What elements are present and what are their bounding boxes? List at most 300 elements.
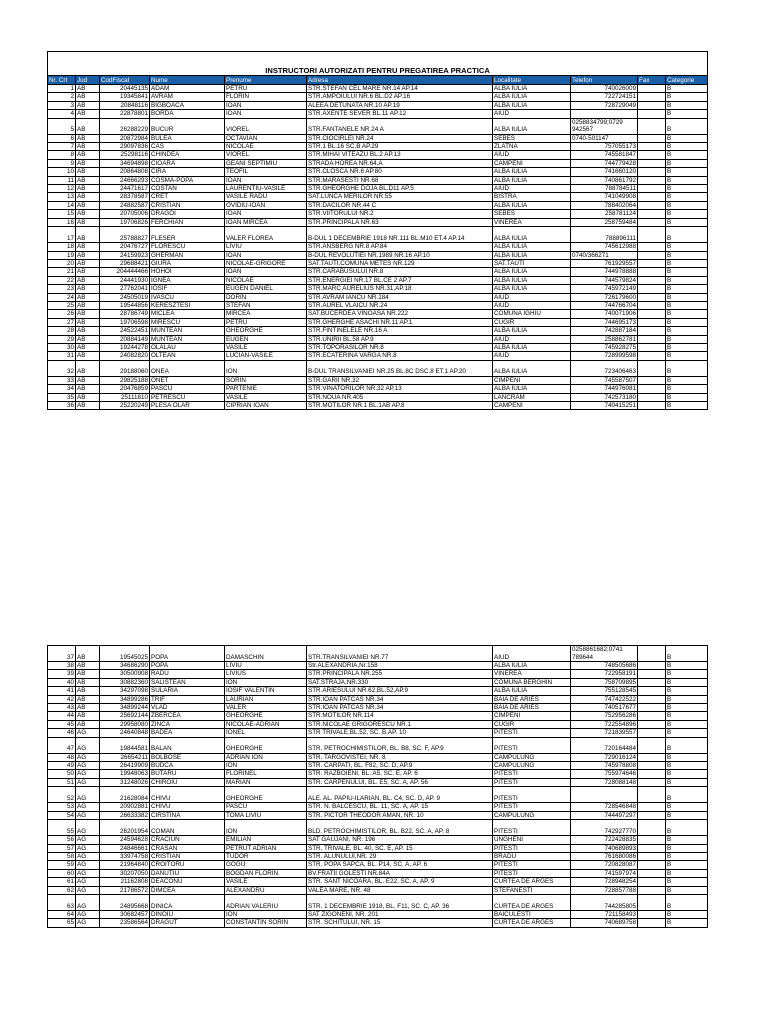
cell-prenume: NICOLAE-GRIGORE xyxy=(225,259,307,267)
cell-nume: FERCHIAN xyxy=(150,218,225,226)
cell-telefon: 723406463 xyxy=(571,360,638,376)
table-row xyxy=(48,335,708,343)
cell-prenume: STEFAN xyxy=(225,301,307,309)
cell-adresa: STR.MOTILOR NR.1 BL.1AB AP.8 xyxy=(307,402,493,410)
cell-localitate: CIMPENI xyxy=(493,376,571,384)
cell-adresa: SAT GAUJANI, NR. 196 xyxy=(307,836,493,844)
cell-telefon: 740689758 xyxy=(571,919,638,927)
cell-telefon: 729016124 xyxy=(571,753,638,761)
cell-cod-fiscal: 27762041 xyxy=(100,285,150,293)
cell-nume: SULARIA xyxy=(150,687,225,695)
cell-adresa: STR.IOAN PATCAS NR.34 xyxy=(307,704,493,712)
cell-fax xyxy=(638,276,666,284)
cell-fax xyxy=(638,159,666,167)
cell-prenume: VASILE xyxy=(225,343,307,351)
cell-nume: CRET xyxy=(150,193,225,201)
cell-prenume: EUGEN DANIEL xyxy=(225,285,307,293)
cell-nume: IOSIF xyxy=(150,285,225,293)
table-row xyxy=(48,134,708,142)
cell-localitate: SAT.TAUTI xyxy=(493,259,571,267)
cell-fax xyxy=(638,301,666,309)
cell-localitate: ALBA IULIA xyxy=(493,687,571,695)
cell-adresa: STR.ENERGIEI NR.17 BL.CE 2 AP.7 xyxy=(307,276,493,284)
cell-nr-crt: 60 xyxy=(48,869,76,877)
cell-prenume: GHEORGHE xyxy=(225,712,307,720)
cell-categorie: B xyxy=(666,335,708,343)
cell-cod-fiscal: 28378587 xyxy=(100,193,150,201)
cell-nr-crt: 53 xyxy=(48,803,76,811)
table-row xyxy=(48,310,708,318)
cell-fax xyxy=(638,118,666,134)
cell-adresa: STR.PRINCIPALA NR.63 xyxy=(307,218,493,226)
cell-prenume: IOAN xyxy=(225,251,307,259)
cell-prenume: GOGU xyxy=(225,861,307,869)
table-row xyxy=(48,327,708,335)
table-row xyxy=(48,803,708,811)
cell-prenume: LAURIAN xyxy=(225,695,307,703)
cell-cod-fiscal: 30882360 xyxy=(100,678,150,686)
cell-nume: IGNEA xyxy=(150,276,225,284)
cell-nr-crt: 39 xyxy=(48,670,76,678)
cell-cod-fiscal: 33974758 xyxy=(100,852,150,860)
cell-nr-crt: 25 xyxy=(48,301,76,309)
cell-cod-fiscal: 20476859 xyxy=(100,385,150,393)
cell-prenume: PETRU xyxy=(225,318,307,326)
cell-nr-crt: 13 xyxy=(48,193,76,201)
cell-fax xyxy=(638,293,666,301)
cell-telefon: 721158493 xyxy=(571,910,638,918)
cell-categorie: B xyxy=(666,919,708,927)
cell-cod-fiscal: 19706598 xyxy=(100,318,150,326)
table-row xyxy=(48,878,708,886)
cell-adresa: B-DUL TRANSILVANIEI NR.25 BL.8C DSC.8 ET.1 AP.20 xyxy=(307,360,493,376)
cell-adresa: STR. TARGOVISTEI, NR. 8 xyxy=(307,753,493,761)
cell-nume: POPA xyxy=(150,662,225,670)
cell-fax xyxy=(638,360,666,376)
cell-telefon: 742927770 xyxy=(571,820,638,836)
cell-prenume: ION xyxy=(225,678,307,686)
cell-nr-crt: 21 xyxy=(48,268,76,276)
cell-prenume: PARTENIE xyxy=(225,385,307,393)
cell-nr-crt: 10 xyxy=(48,168,76,176)
cell-telefon: 755974646 xyxy=(571,770,638,778)
cell-prenume: TUDOR xyxy=(225,852,307,860)
cell-localitate: COMUNA BERGHIN xyxy=(493,678,571,686)
cell-prenume: IOAN xyxy=(225,268,307,276)
cell-categorie: B xyxy=(666,193,708,201)
cell-prenume: ION xyxy=(225,910,307,918)
cell-nume: BALAN xyxy=(150,737,225,753)
cell-categorie: B xyxy=(666,243,708,251)
cell-adresa: STR. POPA SAPCA, BL. P14, SC. A, AP. 6 xyxy=(307,861,493,869)
cell-fax xyxy=(638,101,666,109)
cell-nr-crt: 1 xyxy=(48,85,76,93)
cell-telefon: 722724151 xyxy=(571,93,638,101)
cell-prenume: IOAN xyxy=(225,110,307,118)
cell-cod-fiscal: 29825188 xyxy=(100,376,150,384)
table-row xyxy=(48,101,708,109)
cell-adresa: STR. CARPATI, BL. F82, SC. D, AP.9 xyxy=(307,762,493,770)
cell-nume: DANUTIU xyxy=(150,869,225,877)
cell-telefon: 728729049 xyxy=(571,101,638,109)
column-header-prenume: Prenume xyxy=(225,76,307,85)
cell-localitate: ZLATNA xyxy=(493,143,571,151)
table-row xyxy=(48,143,708,151)
cell-jud: AB xyxy=(76,704,100,712)
cell-jud: AB xyxy=(76,318,100,326)
cell-localitate: PITESTI xyxy=(493,861,571,869)
cell-prenume: PASCU xyxy=(225,803,307,811)
cell-nume: BULEA xyxy=(150,134,225,142)
cell-nr-crt: 45 xyxy=(48,720,76,728)
table-row xyxy=(48,376,708,384)
cell-fax xyxy=(638,836,666,844)
cell-jud: AG xyxy=(76,886,100,894)
cell-nume: DINOIU xyxy=(150,910,225,918)
cell-prenume: DAMASCHIN xyxy=(225,646,307,662)
cell-cod-fiscal: 20476727 xyxy=(100,243,150,251)
cell-localitate: AIUD xyxy=(493,110,571,118)
cell-categorie: B xyxy=(666,770,708,778)
table-row xyxy=(48,259,708,267)
cell-nr-crt: 44 xyxy=(48,712,76,720)
cell-localitate: PITESTI xyxy=(493,737,571,753)
table-row xyxy=(48,646,708,662)
cell-telefon: 728999598 xyxy=(571,352,638,360)
cell-telefon: 745581847 xyxy=(571,151,638,159)
cell-localitate: BAIA DE ARIES xyxy=(493,704,571,712)
cell-cod-fiscal: 29688421 xyxy=(100,259,150,267)
cell-jud: AG xyxy=(76,737,100,753)
cell-nr-crt: 62 xyxy=(48,886,76,894)
cell-nume: CIRSTINA xyxy=(150,811,225,819)
cell-telefon: 721839557 xyxy=(571,729,638,737)
cell-nume: DRAGOI xyxy=(150,210,225,218)
cell-adresa: SAT.BUCERDEA VINOASA NR.222 xyxy=(307,310,493,318)
cell-localitate: CUGIR xyxy=(493,720,571,728)
cell-localitate: CAMPULUNG xyxy=(493,762,571,770)
cell-jud: AB xyxy=(76,227,100,243)
cell-jud: AB xyxy=(76,687,100,695)
cell-cod-fiscal: 23586564 xyxy=(100,919,150,927)
cell-prenume: PETRUT ADRIAN xyxy=(225,844,307,852)
cell-nr-crt: 14 xyxy=(48,201,76,209)
cell-cod-fiscal: 24882587 xyxy=(100,201,150,209)
cell-adresa: STR.MARASESTI NR.68 xyxy=(307,176,493,184)
table-row xyxy=(48,85,708,93)
cell-categorie: B xyxy=(666,811,708,819)
cell-prenume: IOSIF VALENTIN xyxy=(225,687,307,695)
cell-telefon: 747422522 xyxy=(571,695,638,703)
table-row xyxy=(48,110,708,118)
cell-categorie: B xyxy=(666,259,708,267)
cell-prenume: EMILIAN xyxy=(225,836,307,844)
cell-adresa: STR. N. BALCESCU, BL. 11, SC. A, AP. 15 xyxy=(307,803,493,811)
table-row xyxy=(48,193,708,201)
cell-adresa: STR.NICOLAE GRIGORESCU NR.1 xyxy=(307,720,493,728)
cell-nume: TRIF xyxy=(150,695,225,703)
table-row xyxy=(48,704,708,712)
cell-localitate: ALBA IULIA xyxy=(493,268,571,276)
cell-jud: AB xyxy=(76,251,100,259)
cell-jud: AB xyxy=(76,218,100,226)
cell-categorie: B xyxy=(666,678,708,686)
cell-nr-crt: 40 xyxy=(48,678,76,686)
cell-prenume: MIRCEA xyxy=(225,310,307,318)
cell-nr-crt: 15 xyxy=(48,210,76,218)
column-header-jud: Jud xyxy=(76,76,100,85)
table-row xyxy=(48,218,708,226)
cell-nr-crt: 26 xyxy=(48,310,76,318)
cell-telefon: 740415251 xyxy=(571,402,638,410)
cell-nume: CHIVU xyxy=(150,803,225,811)
cell-cod-fiscal: 24522451 xyxy=(100,327,150,335)
cell-nr-crt: 29 xyxy=(48,335,76,343)
cell-cod-fiscal: 34686290 xyxy=(100,662,150,670)
cell-fax xyxy=(638,720,666,728)
cell-telefon: 0258861682;0741 789644 xyxy=(571,646,638,662)
table-row xyxy=(48,712,708,720)
cell-categorie: B xyxy=(666,910,708,918)
cell-jud: AG xyxy=(76,729,100,737)
cell-prenume: ALEXANDRU xyxy=(225,886,307,894)
cell-fax xyxy=(638,878,666,886)
cell-nr-crt: 51 xyxy=(48,778,76,786)
cell-fax xyxy=(638,318,666,326)
cell-nr-crt: 7 xyxy=(48,143,76,151)
table-row xyxy=(48,844,708,852)
cell-prenume: LIVIU xyxy=(225,662,307,670)
cell-categorie: B xyxy=(666,670,708,678)
cell-cod-fiscal: 29958080 xyxy=(100,720,150,728)
table-row xyxy=(48,151,708,159)
cell-cod-fiscal: 22878801 xyxy=(100,110,150,118)
cell-cod-fiscal: 204444466 xyxy=(100,268,150,276)
cell-telefon: 722428835 xyxy=(571,836,638,844)
cell-jud: AG xyxy=(76,910,100,918)
cell-jud: AB xyxy=(76,385,100,393)
table-row xyxy=(48,251,708,259)
cell-telefon: 744976081 xyxy=(571,385,638,393)
cell-categorie: B xyxy=(666,687,708,695)
cell-adresa: STR.STEFAN CEL MARE NR.14 AP.14 xyxy=(307,85,493,93)
cell-fax xyxy=(638,201,666,209)
cell-telefon: 758709895 xyxy=(571,678,638,686)
cell-nr-crt: 35 xyxy=(48,393,76,401)
cell-nr-crt: 41 xyxy=(48,687,76,695)
cell-cod-fiscal: 26654211 xyxy=(100,753,150,761)
cell-telefon: 761680086 xyxy=(571,852,638,860)
cell-nume: BOLBOSE xyxy=(150,753,225,761)
cell-prenume: FLORINEL xyxy=(225,770,307,778)
cell-prenume: DORIN xyxy=(225,293,307,301)
cell-nr-crt: 64 xyxy=(48,910,76,918)
cell-adresa: STR.NOUA NR.405 xyxy=(307,393,493,401)
cell-adresa: STR.MIHAI VITEAZU BL.2 AP.13 xyxy=(307,151,493,159)
cell-nr-crt: 22 xyxy=(48,276,76,284)
cell-adresa: STR.FANTANELE NR.24 A xyxy=(307,118,493,134)
cell-cod-fiscal: 19706826 xyxy=(100,218,150,226)
cell-localitate: PITESTI xyxy=(493,869,571,877)
table-row xyxy=(48,770,708,778)
cell-nume: MUNTEAN xyxy=(150,327,225,335)
cell-adresa: BLD. PETROCHIMISTILOR, BL. B22, SC. A, AP. 8 xyxy=(307,820,493,836)
cell-nume: CRASAN xyxy=(150,844,225,852)
cell-fax xyxy=(638,210,666,218)
cell-categorie: B xyxy=(666,118,708,134)
cell-jud: AB xyxy=(76,259,100,267)
table-row xyxy=(48,243,708,251)
cell-localitate: CURTEA DE ARGES xyxy=(493,894,571,910)
cell-categorie: B xyxy=(666,251,708,259)
cell-adresa: SAT ZIGONENI, NR. 201 xyxy=(307,910,493,918)
cell-prenume: ADRIAN VALERIU xyxy=(225,894,307,910)
cell-categorie: B xyxy=(666,737,708,753)
cell-jud: AG xyxy=(76,861,100,869)
cell-adresa: STR. RAZBOIENI, BL. A5, SC. E, AP. 6 xyxy=(307,770,493,778)
cell-categorie: B xyxy=(666,695,708,703)
cell-prenume: VIOREL xyxy=(225,118,307,134)
column-header-cod-fiscal: CodFiscal xyxy=(100,76,150,85)
cell-adresa: STR. CARPENULUI, BL. E5, SC. A, AP. 56 xyxy=(307,778,493,786)
cell-adresa: STR.MARC AURELIUS NR.31,AP.18 xyxy=(307,285,493,293)
cell-nume: VLAD xyxy=(150,704,225,712)
cell-cod-fiscal: 21786572 xyxy=(100,886,150,894)
cell-localitate: BAICULESTI xyxy=(493,910,571,918)
cell-fax xyxy=(638,844,666,852)
cell-nume: SALISTEAN xyxy=(150,678,225,686)
cell-jud: AB xyxy=(76,360,100,376)
cell-categorie: B xyxy=(666,803,708,811)
cell-categorie: B xyxy=(666,110,708,118)
table-row xyxy=(48,93,708,101)
cell-nume: BUCUR xyxy=(150,118,225,134)
table-row xyxy=(48,402,708,410)
cell-nume: BUTARU xyxy=(150,770,225,778)
cell-prenume: PETRU xyxy=(225,85,307,93)
cell-categorie: B xyxy=(666,327,708,335)
cell-nr-crt: 3 xyxy=(48,101,76,109)
cell-telefon: 788784511 xyxy=(571,185,638,193)
cell-cod-fiscal: 19545025 xyxy=(100,646,150,662)
cell-localitate: CAMPENI xyxy=(493,159,571,167)
table-row xyxy=(48,678,708,686)
cell-nr-crt: 43 xyxy=(48,704,76,712)
cell-cod-fiscal: 25788827 xyxy=(100,227,150,243)
cell-jud: AB xyxy=(76,310,100,318)
cell-jud: AB xyxy=(76,327,100,335)
cell-nr-crt: 17 xyxy=(48,227,76,243)
cell-cod-fiscal: 30207050 xyxy=(100,869,150,877)
cell-jud: AB xyxy=(76,210,100,218)
cell-telefon: 744285805 xyxy=(571,894,638,910)
cell-nume: CHINDEA xyxy=(150,151,225,159)
cell-cod-fiscal: 24082820 xyxy=(100,352,150,360)
cell-localitate: ALBA IULIA xyxy=(493,201,571,209)
table-title: INSTRUCTORI AUTORIZATI PENTRU PREGATIREA PRACTICA xyxy=(48,52,708,76)
cell-nr-crt: 30 xyxy=(48,343,76,351)
cell-nr-crt: 16 xyxy=(48,218,76,226)
cell-telefon: 761929557 xyxy=(571,259,638,267)
cell-prenume: LUCIAN-VASILE xyxy=(225,352,307,360)
cell-fax xyxy=(638,134,666,142)
cell-categorie: B xyxy=(666,301,708,309)
table-row xyxy=(48,852,708,860)
cell-jud: AG xyxy=(76,811,100,819)
cell-nr-crt: 38 xyxy=(48,662,76,670)
cell-jud: AG xyxy=(76,836,100,844)
cell-jud: AB xyxy=(76,159,100,167)
cell-adresa: SAT.STRAJA,NR.330 xyxy=(307,678,493,686)
cell-nr-crt: 52 xyxy=(48,787,76,803)
cell-cod-fiscal: 30682457 xyxy=(100,910,150,918)
cell-cod-fiscal: 34899244 xyxy=(100,704,150,712)
cell-adresa: STR. PETROCHIMISTILOR, BL. B8, SC. F, AP.9 xyxy=(307,737,493,753)
table-row xyxy=(48,729,708,737)
cell-nume: FLESER xyxy=(150,227,225,243)
cell-jud: AG xyxy=(76,869,100,877)
cell-telefon: 744779428 xyxy=(571,159,638,167)
cell-prenume: LIVIU xyxy=(225,243,307,251)
table-row xyxy=(48,360,708,376)
cell-prenume: VASILE xyxy=(225,878,307,886)
cell-nume: GHERMAN xyxy=(150,251,225,259)
cell-nume: PASCU xyxy=(150,385,225,393)
cell-telefon: 744497297 xyxy=(571,811,638,819)
cell-fax xyxy=(638,168,666,176)
cell-fax xyxy=(638,778,666,786)
cell-prenume: GHEORGHE xyxy=(225,787,307,803)
cell-cod-fiscal: 25298116 xyxy=(100,151,150,159)
cell-jud: AG xyxy=(76,753,100,761)
cell-jud: AB xyxy=(76,143,100,151)
cell-fax xyxy=(638,886,666,894)
cell-jud: AB xyxy=(76,695,100,703)
cell-nume: BIGBOACA xyxy=(150,101,225,109)
cell-localitate: CAMPULUNG xyxy=(493,753,571,761)
cell-categorie: B xyxy=(666,886,708,894)
cell-jud: AB xyxy=(76,678,100,686)
cell-fax xyxy=(638,861,666,869)
cell-prenume: TEOFIL xyxy=(225,168,307,176)
cell-prenume: VASILE RADU xyxy=(225,193,307,201)
cell-cod-fiscal: 20884149 xyxy=(100,335,150,343)
cell-jud: AB xyxy=(76,301,100,309)
cell-nume: MUNTEAN xyxy=(150,335,225,343)
cell-nr-crt: 61 xyxy=(48,878,76,886)
cell-nr-crt: 2 xyxy=(48,93,76,101)
cell-nume: COSMA-POPA xyxy=(150,176,225,184)
cell-categorie: B xyxy=(666,787,708,803)
cell-categorie: B xyxy=(666,778,708,786)
cell-categorie: B xyxy=(666,101,708,109)
cell-cod-fiscal: 24666293 xyxy=(100,176,150,184)
cell-prenume: LIVIUS xyxy=(225,670,307,678)
cell-jud: AB xyxy=(76,352,100,360)
table-row xyxy=(48,168,708,176)
cell-cod-fiscal: 21628084 xyxy=(100,787,150,803)
cell-categorie: B xyxy=(666,861,708,869)
cell-categorie: B xyxy=(666,393,708,401)
cell-cod-fiscal: 24471617 xyxy=(100,185,150,193)
cell-categorie: B xyxy=(666,729,708,737)
column-header-nr-crt: Nr. Crt xyxy=(48,76,76,85)
cell-localitate: ALBA IULIA xyxy=(493,385,571,393)
cell-prenume: NICOLAE xyxy=(225,276,307,284)
cell-nume: GIURA xyxy=(150,259,225,267)
cell-telefon: 0740-501147 xyxy=(571,134,638,142)
cell-fax xyxy=(638,268,666,276)
